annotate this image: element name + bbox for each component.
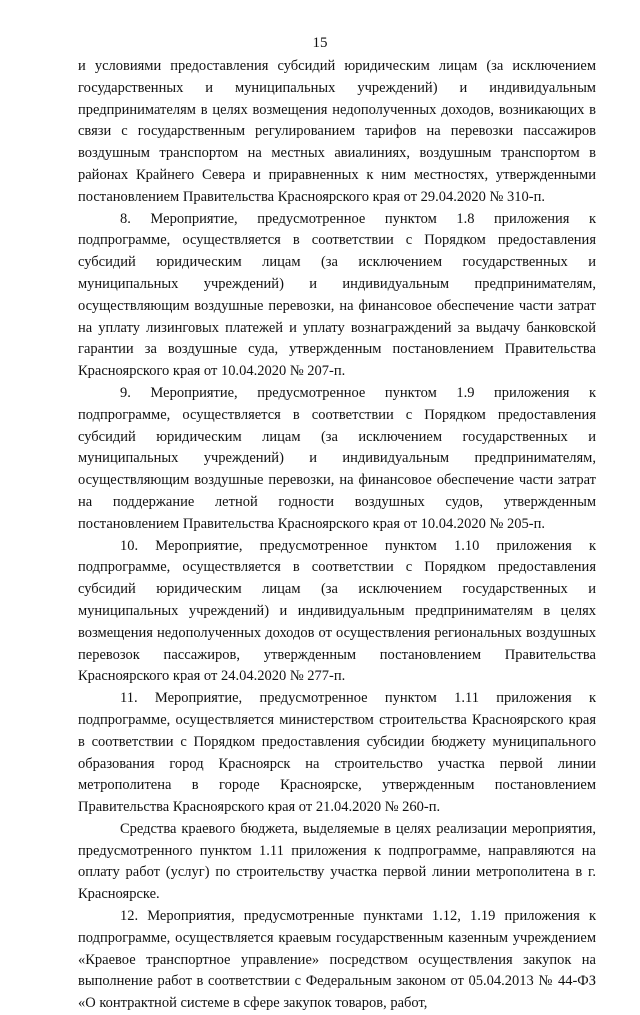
paragraph-item-8: 8. Мероприятие, предусмотренное пунктом 1.8 приложения к подпрограмме, осуществляется в соответствии с Порядком предоставления субсидий юридическим лицам (за исключением государственных и муниципальных учреждений) и индивидуальным предпринимателям, осуществляющим воздушные перевозки, на финансовое обеспечение части затрат на уплату лизинговых платежей и уплату вознаграждений за выдачу банковской гарантии за воздушные суда, утвержденным постановлением Правительства Красноярского края от 10.04.2020 № 207-п. <box>78 210 596 380</box>
paragraph-item-12: 12. Мероприятия, предусмотренные пунктами 1.12, 1.19 приложения к подпрограмме, осуществляется краевым государственным казенным учреждением «Краевое транспортное управление» посредством осуществления закупок на выполнение работ в соответствии с Федеральным законом от 05.04.2013 № 44-ФЗ «О контрактной системе в сфере закупок товаров, работ, <box>78 908 596 1012</box>
page-number: 15 <box>312 35 328 51</box>
document-body <box>78 56 596 1015</box>
paragraph-item-10: 10. Мероприятие, предусмотренное пунктом 1.10 приложения к подпрограмме, осуществляется в соответствии с Порядком предоставления субсидий юридическим лицам (за исключением государственных и муниципальных учреждений) и индивидуальным предпринимателям в целях возмещения недополученных доходов от осуществления региональных воздушных перевозок пассажиров, утвержденным постановлением Правительства Красноярского края от 24.04.2020 № 277-п. <box>78 537 596 685</box>
paragraph-continuation: и условиями предоставления субсидий юридическим лицам (за исключением государственных и муниципальных учреждений) и индивидуальным предпринимателям в целях возмещения недополученных доходов, возникающих в связи с государственным регулированием тарифов на перевозки пассажиров воздушным транспортом на местных авиалиниях, воздушным транспортом в районах Крайнего Севера и приравненных к ним местностях, утвержденными постановлением Правительства Красноярского края от 29.04.2020 № 310-п. <box>78 58 596 205</box>
paragraph-item-9: 9. Мероприятие, предусмотренное пунктом 1.9 приложения к подпрограмме, осуществляется в соответствии с Порядком предоставления субсидий юридическим лицам (за исключением государственных и муниципальных учреждений) и индивидуальным предпринимателям, осуществляющим воздушные перевозки, на финансовое обеспечение части затрат на поддержание летной годности воздушных судов, утвержденным постановлением Правительства Красноярского края от 10.04.2020 № 205-п. <box>78 384 596 532</box>
paragraph-item-11: 11. Мероприятие, предусмотренное пунктом 1.11 приложения к подпрограмме, осуществляется министерством строительства Красноярского края в соответствии с Порядком предоставления субсидии бюджету муниципального образования город Красноярск на строительство участка первой линии метрополитена в городе Красноярске, утвержденным постановлением Правительства Красноярского края от 21.04.2020 № 260-п. <box>78 690 596 816</box>
paragraph-budget-funds: Средства краевого бюджета, выделяемые в целях реализации мероприятия, предусмотренного пунктом 1.11 приложения к подпрограмме, направляются на оплату работ (услуг) по строительству участка первой линии метрополитена в г. Красноярске. <box>78 820 596 903</box>
